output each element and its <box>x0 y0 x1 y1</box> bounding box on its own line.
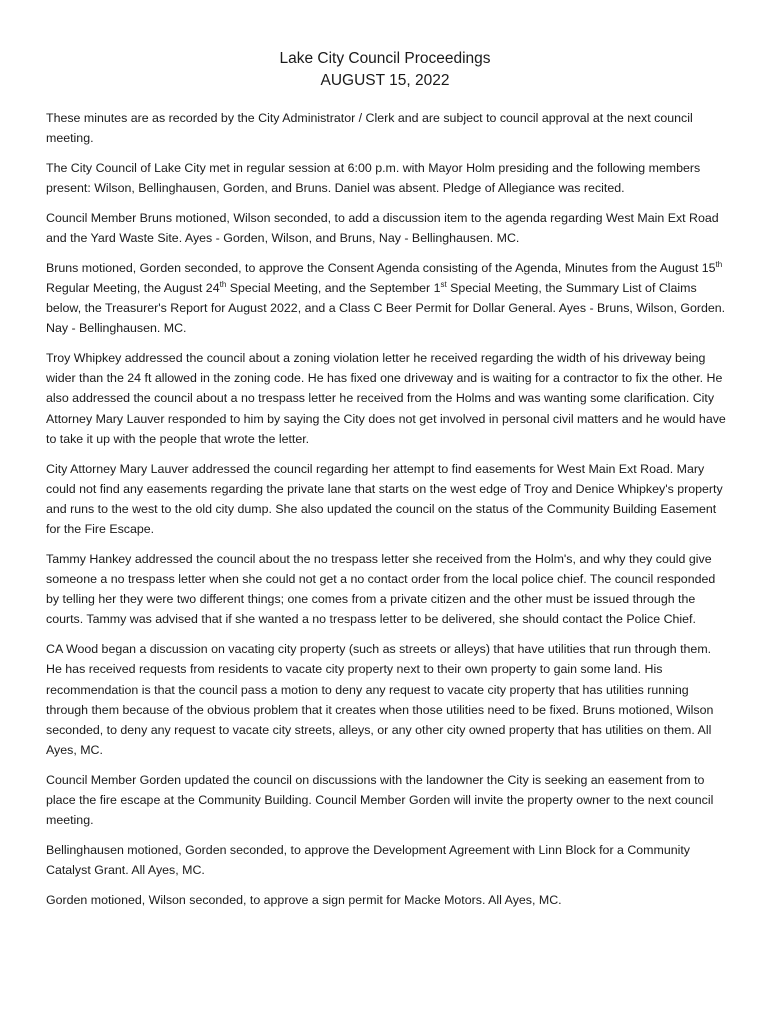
paragraph-attendance: The City Council of Lake City met in regular session at 6:00 p.m. with Mayor Holm presiding and the following members present: Wilson, Bellinghausen, Gorden, and Bruns. Daniel was absent. Pledge of Allegiance was recited. <box>46 160 701 196</box>
document-header <box>0 48 770 92</box>
ordinal-suffix-2: th <box>219 279 227 289</box>
ordinal-suffix-3: st <box>440 279 447 289</box>
consent-text-1: Bruns motioned, Gorden seconded, to approve the Consent Agenda consisting of the Agenda, Minutes from the August 15 <box>46 260 716 275</box>
paragraph-vacating-property: CA Wood began a discussion on vacating city property (such as streets or alleys) that have utilities that run through them. He has received requests from residents to vacate city property next to their own property to gain some land. His recommendation is that the council pass a motion to deny any request to vacate city property that has utilities running through them because of the obvious problem that it creates when those utilities need to be fixed. Bruns motioned, Wilson seconded, to deny any request to vacate city streets, alleys, or any other city owned property that has utilities on them. All Ayes, MC. <box>46 642 714 758</box>
document-title: Lake City Council Proceedings <box>279 50 491 67</box>
paragraph-development-agreement: Bellinghausen motioned, Gorden seconded, to approve the Development Agreement with Linn Block for a Community Catalyst Grant. All Ayes, MC. <box>46 843 690 878</box>
paragraph-consent-agenda <box>46 258 730 339</box>
paragraph-sign-permit: Gorden motioned, Wilson seconded, to approve a sign permit for Macke Motors. All Ayes, MC. <box>46 892 562 907</box>
paragraph-agenda-motion: Council Member Bruns motioned, Wilson seconded, to add a discussion item to the agenda regarding West Main Ext Road and the Yard Waste Site. Ayes - Gorden, Wilson, and Bruns, Nay - Bellinghausen. MC. <box>46 210 719 246</box>
paragraph-intro: These minutes are as recorded by the City Administrator / Clerk and are subject to council approval at the next council meeting. <box>46 111 693 146</box>
minutes-body <box>46 108 730 920</box>
ordinal-suffix-1: th <box>715 259 723 269</box>
consent-text-4: Special Meeting, the Summary List of Claims below, the Treasurer's Report for August 2022, and a Class C Beer Permit for Dollar General. Ayes - Bruns, Wilson, Gorden. Nay - Bellinghausen. MC. <box>46 280 726 336</box>
meeting-date: AUGUST 15, 2022 <box>320 72 450 89</box>
paragraph-hankey: Tammy Hankey addressed the council about the no trespass letter she received from the Holm's, and why they could give someone a no trespass letter when she could not get a no contact order from the local police chief. The council responded by telling her they were two different things; one comes from a private citizen and the other must be issued through the courts. Tammy was advised that if she wanted a no trespass letter to be delivered, she should contact the Police Chief. <box>46 551 716 627</box>
paragraph-easements: City Attorney Mary Lauver addressed the council regarding her attempt to find easements for West Main Ext Road. Mary could not find any easements regarding the private lane that starts on the west edge of Troy and Denice Whipkey's property and runs to the west to the old city dump. She also updated the council on the status of the Community Building Easement for the Fire Escape. <box>46 461 723 537</box>
consent-text-3: Special Meeting, and the September 1 <box>226 280 441 295</box>
consent-text-2: Regular Meeting, the August 24 <box>46 280 220 295</box>
paragraph-whipkey: Troy Whipkey addressed the council about a zoning violation letter he received regarding the width of his driveway being wider than the 24 ft allowed in the zoning code. He has fixed one driveway and is waiting for a contractor to fix the other. He also addressed the council about a no trespass letter he received from the Holms and was wanting some clarification. City Attorney Mary Lauver responded to him by saying the City does not get involved in personal civil matters and he would have to take it up with the people that wrote the letter. <box>46 351 726 446</box>
paragraph-fire-escape: Council Member Gorden updated the council on discussions with the landowner the City is seeking an easement from to place the fire escape at the Community Building. Council Member Gorden will invite the property owner to the next council meeting. <box>46 772 714 828</box>
